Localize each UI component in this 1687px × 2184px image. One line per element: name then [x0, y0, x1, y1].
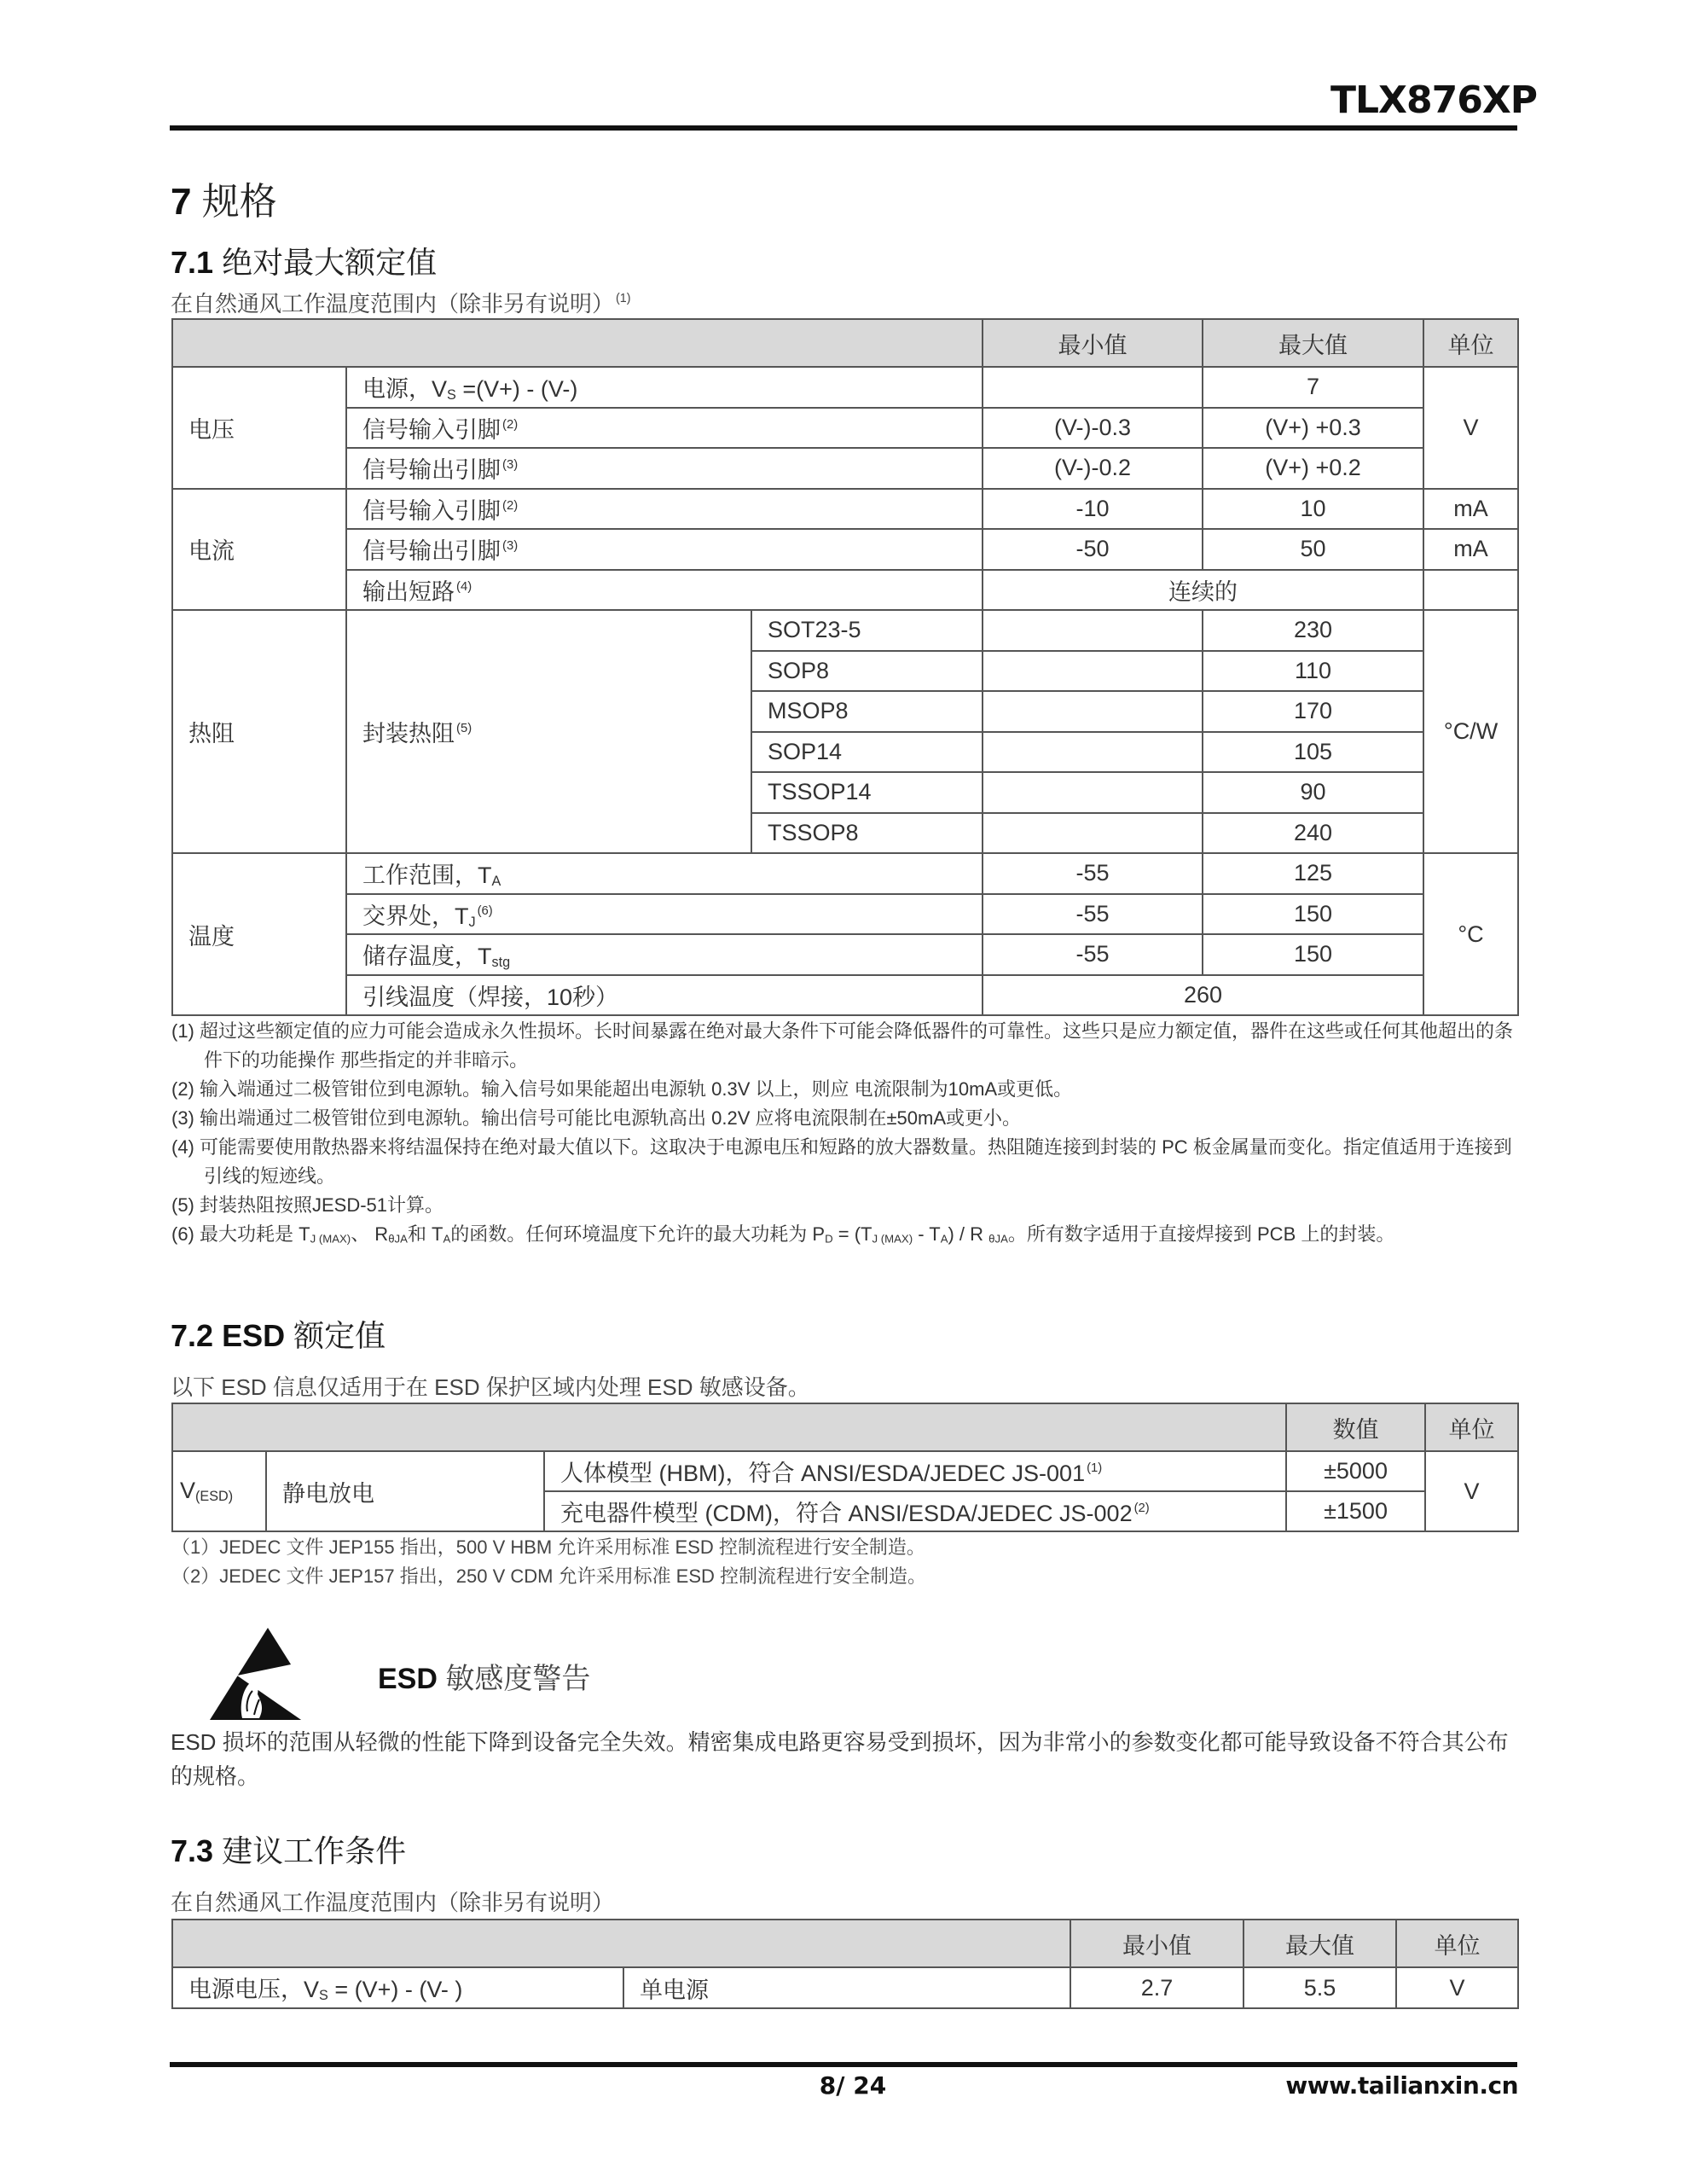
header-min: 最小值: [1070, 1920, 1244, 1967]
unit-cell: mA: [1423, 489, 1518, 530]
footnote-ref: (1): [1087, 1461, 1103, 1475]
value-cell: 260: [983, 975, 1423, 1016]
subscript: stg: [491, 955, 511, 971]
text-fragment: 交界处，T: [362, 903, 469, 929]
subsection-7-3-subtitle: 在自然通风工作温度范围内（除非另有说明）: [171, 1890, 615, 1915]
website-link[interactable]: www.tailianxin.cn: [1285, 2071, 1518, 2100]
max-cell: 125: [1203, 853, 1423, 894]
text-fragment: 封装热阻: [362, 721, 455, 746]
table-row: [172, 975, 1518, 1016]
package-cell: MSOP8: [751, 691, 983, 732]
max-cell: 7: [1203, 367, 1423, 408]
footnote-ref: (2): [502, 498, 519, 513]
min-cell: [983, 772, 1203, 813]
max-cell: 110: [1203, 651, 1423, 692]
text-fragment: 工作范围，T: [362, 863, 492, 889]
subsection-title-text: 绝对最大额定值: [222, 245, 438, 280]
unit-cell: °C/W: [1423, 610, 1518, 853]
subscript: D: [825, 1232, 833, 1246]
unit-cell: V: [1423, 367, 1518, 489]
header-unit: 单位: [1396, 1920, 1518, 1967]
subsection-7-1-title: [171, 239, 437, 282]
footnote-ref: (5): [456, 721, 472, 735]
min-cell: (V-)-0.3: [983, 408, 1203, 449]
text-fragment: ESD: [378, 1663, 438, 1695]
package-cell: SOT23-5: [751, 610, 983, 651]
max-cell: 50: [1203, 529, 1423, 570]
header-blank: [172, 1920, 1070, 1967]
max-cell: 230: [1203, 610, 1423, 651]
subscript: A: [491, 874, 501, 890]
min-cell: [983, 813, 1203, 854]
value-cell: ±1500: [1286, 1491, 1425, 1531]
table-header-row: [172, 319, 1518, 367]
table-row: [172, 894, 1518, 935]
package-cell: TSSOP8: [751, 813, 983, 854]
footnote-ref: (1): [616, 292, 631, 306]
value-cell: ±5000: [1286, 1451, 1425, 1491]
unit-cell: V: [1396, 1967, 1518, 2008]
text-fragment: 人体模型 (HBM)，符合 ANSI/ESDA/JEDEC JS-001: [560, 1461, 1086, 1486]
param-cell: [346, 570, 983, 611]
table-row: [172, 610, 1518, 651]
subscript: θJA: [988, 1232, 1008, 1246]
header-min: 最小值: [983, 319, 1203, 367]
param-cell: 静电放电: [266, 1451, 544, 1531]
esd-ratings-table: [171, 1403, 1519, 1532]
abs-max-notes: [171, 1017, 1517, 1254]
max-cell: (V+) +0.2: [1203, 448, 1423, 489]
param-cell: [346, 489, 983, 530]
footnote-ref: (4): [456, 579, 472, 594]
min-cell: [983, 691, 1203, 732]
footnote-ref: (2): [1133, 1501, 1150, 1515]
desc-cell: [544, 1491, 1286, 1531]
subscript: S: [319, 1988, 328, 2004]
text-fragment: 充电器件模型 (CDM)，符合 ANSI/ESDA/JEDEC JS-002: [560, 1501, 1133, 1526]
section-title-text: 规格: [201, 181, 277, 223]
table-row: [172, 408, 1518, 449]
param-cell: [346, 529, 983, 570]
subscript: J (MAX): [872, 1232, 913, 1246]
max-cell: 240: [1203, 813, 1423, 854]
abs-max-ratings-table: [171, 318, 1519, 1016]
subscript: (ESD): [195, 1489, 234, 1505]
min-cell: -55: [983, 853, 1203, 894]
text-fragment: 电源，V: [362, 376, 448, 403]
subsection-7-2-title: [171, 1312, 386, 1356]
header-max: 最大值: [1203, 319, 1423, 367]
desc-cell: [544, 1451, 1286, 1491]
subscript: A: [940, 1232, 948, 1246]
param-cell: [172, 1967, 623, 2008]
footnote-ref: (2): [502, 417, 519, 432]
min-cell: -55: [983, 934, 1203, 975]
param-cell: [346, 367, 983, 408]
subsection-number: 7.3: [171, 1833, 214, 1868]
max-cell: (V+) +0.3: [1203, 408, 1423, 449]
param-cell: [346, 934, 983, 975]
value-cell: 连续的: [983, 570, 1423, 611]
header-blank: [172, 319, 983, 367]
text-fragment: ) / R: [948, 1223, 989, 1245]
subsection-title-text: 额定值: [285, 1318, 386, 1353]
esd-warning-title: [378, 1655, 590, 1697]
param-cell: [346, 853, 983, 894]
subtitle-text: 在自然通风工作温度范围内（除非另有说明）: [171, 291, 615, 317]
min-cell: [983, 610, 1203, 651]
min-cell: -50: [983, 529, 1203, 570]
text-fragment: 敏感度警告: [437, 1663, 591, 1695]
max-cell: 105: [1203, 732, 1423, 773]
table-row: [172, 1451, 1518, 1491]
note-4: (4) 可能需要使用散热器来将结温保持在绝对最大值以下。这取决于电源电压和短路的放大器数量。热阻随连接到封装的 PC 板金属量而变化。指定值适用于连接到引线的短迹线。: [171, 1136, 1512, 1187]
text-fragment: = (T: [832, 1223, 872, 1245]
min-cell: 2.7: [1070, 1967, 1244, 2008]
subsection-number: 7.2: [171, 1318, 214, 1353]
max-cell: 90: [1203, 772, 1423, 813]
footnote-ref: (3): [502, 539, 519, 554]
min-cell: -55: [983, 894, 1203, 935]
text-fragment: = (V+) - (V- ): [328, 1977, 463, 2003]
subscript: J (MAX): [310, 1232, 351, 1246]
subsection-7-2-subtitle: 以下 ESD 信息仅适用于在 ESD 保护区域内处理 ESD 敏感设备。: [171, 1374, 810, 1400]
max-cell: 10: [1203, 489, 1423, 530]
param-cell: [346, 894, 983, 935]
max-cell: 150: [1203, 894, 1423, 935]
table-header-row: [172, 1403, 1518, 1451]
subsection-number: 7.1: [171, 245, 214, 280]
table-row: [172, 853, 1518, 894]
unit-cell: V: [1425, 1451, 1518, 1531]
part-number: TLX876XP: [1330, 78, 1537, 122]
subscript: θJA: [388, 1232, 408, 1246]
table-row: [172, 934, 1518, 975]
subsection-title-bold: ESD: [222, 1318, 286, 1353]
min-cell: [983, 732, 1203, 773]
category-voltage: 电压: [172, 367, 346, 489]
esd-note-1: （1）JEDEC 文件 JEP155 指出，500 V HBM 允许采用标准 ESD 控制流程进行安全制造。: [171, 1536, 925, 1558]
category-temperature: 温度: [172, 853, 346, 1015]
text-fragment: 输出短路: [362, 578, 455, 605]
text-fragment: 信号输入引脚: [362, 416, 501, 443]
subscript: S: [447, 387, 456, 404]
min-cell: -10: [983, 489, 1203, 530]
note-1: (1) 超过这些额定值的应力可能会造成永久性损坏。长时间暴露在绝对最大条件下可能会降低器件的可靠性。这些只是应力额定值，器件在这些或任何其他超出的条件下的功能操作 那些指定的并非暗示。: [171, 1020, 1514, 1071]
text-fragment: 的函数。任何环境温度下允许的最大功耗为 P: [450, 1223, 826, 1245]
esd-sensitive-icon: [208, 1626, 328, 1722]
unit-cell: mA: [1423, 529, 1518, 570]
esd-note-2: （2）JEDEC 文件 JEP157 指出，250 V CDM 允许采用标准 ESD 控制流程进行安全制造。: [171, 1565, 927, 1587]
header-unit: 单位: [1423, 319, 1518, 367]
table-header-row: [172, 1920, 1518, 1967]
header-blank: [172, 1403, 1286, 1451]
text-fragment: 电源电压，V: [188, 1977, 320, 2003]
category-thermal: 热阻: [172, 610, 346, 853]
esd-notes: [171, 1533, 926, 1591]
condition-cell: 单电源: [623, 1967, 1070, 2008]
note-3: (3) 输出端通过二极管钳位到电源轨。输出信号可能比电源轨高出 0.2V 应将电流限制在±50mA或更小。: [171, 1107, 1022, 1129]
note-5: (5) 封装热阻按照JESD-51计算。: [171, 1194, 444, 1216]
note-2: (2) 输入端通过二极管钳位到电源轨。输入信号如果能超出电源轨 0.3V 以上，则应 电流限制为10mA或更低。: [171, 1078, 1073, 1100]
symbol-cell: [172, 1451, 266, 1531]
package-cell: TSSOP14: [751, 772, 983, 813]
min-cell: [983, 651, 1203, 692]
header-rule: [170, 125, 1517, 131]
subsection-7-1-subtitle: [171, 287, 631, 318]
text-fragment: (6) 最大功耗是 T: [171, 1223, 310, 1245]
section-title: [171, 171, 277, 225]
page-number: 8/ 24: [819, 2071, 887, 2100]
param-cell: [346, 408, 983, 449]
footnote-ref: (3): [502, 458, 519, 473]
package-cell: SOP8: [751, 651, 983, 692]
unit-cell: [1423, 570, 1518, 611]
footnote-ref: (6): [477, 903, 493, 918]
subscript: A: [443, 1232, 451, 1246]
param-cell: [346, 610, 751, 853]
header-value: 数值: [1286, 1403, 1425, 1451]
text-fragment: 、 R: [351, 1223, 389, 1245]
text-fragment: 和 T: [407, 1223, 443, 1245]
max-cell: 150: [1203, 934, 1423, 975]
table-row: [172, 489, 1518, 530]
esd-warning-text: ESD 损坏的范围从轻微的性能下降到设备完全失效。精密集成电路更容易受到损坏，因为非常小的参数变化都可能导致设备不符合其公布的规格。: [171, 1729, 1509, 1789]
text-fragment: - T: [913, 1223, 941, 1245]
param-cell: [346, 448, 983, 489]
param-cell: 引线温度（焊接，10秒）: [346, 975, 983, 1016]
text-fragment: V: [180, 1477, 196, 1503]
header-max: 最大值: [1244, 1920, 1396, 1967]
max-cell: 170: [1203, 691, 1423, 732]
table-row: [172, 570, 1518, 611]
unit-cell: °C: [1423, 853, 1518, 1015]
text-fragment: 。所有数字适用于直接焊接到 PCB 上的封装。: [1007, 1223, 1395, 1245]
table-row: [172, 1967, 1518, 2008]
note-6: [171, 1220, 1517, 1254]
text-fragment: 信号输出引脚: [362, 457, 501, 484]
text-fragment: 信号输出引脚: [362, 538, 501, 565]
package-cell: SOP14: [751, 732, 983, 773]
subsection-title-text: 建议工作条件: [222, 1833, 407, 1868]
min-cell: [983, 367, 1203, 408]
section-number: 7: [171, 181, 192, 223]
subscript: J: [468, 914, 476, 930]
category-current: 电流: [172, 489, 346, 611]
subsection-7-3-title: [171, 1827, 406, 1871]
header-unit: 单位: [1425, 1403, 1518, 1451]
table-row: [172, 367, 1518, 408]
min-cell: (V-)-0.2: [983, 448, 1203, 489]
footer-rule: [170, 2062, 1517, 2067]
text-fragment: =(V+) - (V-): [455, 376, 578, 403]
max-cell: 5.5: [1244, 1967, 1396, 2008]
table-row: [172, 529, 1518, 570]
recommended-conditions-table: [171, 1919, 1519, 2009]
text-fragment: 储存温度，T: [362, 944, 492, 970]
text-fragment: 信号输入引脚: [362, 497, 501, 524]
table-row: [172, 448, 1518, 489]
